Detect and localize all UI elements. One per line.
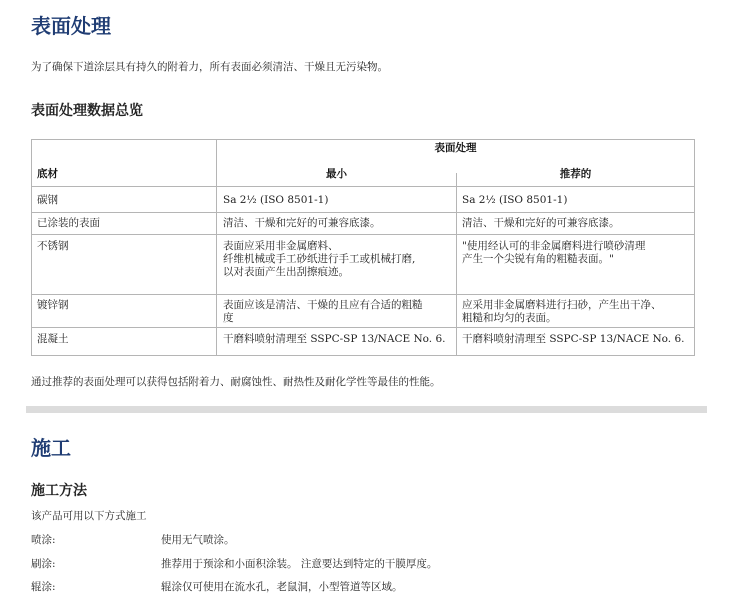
- method-value-brush: 推荐用于预涂和小面积涂装。 注意要达到特定的干膜厚度。: [161, 558, 438, 570]
- table-cell-recommended: [462, 240, 645, 266]
- table-row-divider: [32, 294, 694, 295]
- table-cell-substrate: 碳钢: [37, 194, 58, 206]
- cell-line: 表面应该是清洁、干燥的且应有合适的粗糙: [223, 299, 423, 311]
- surface-prep-table: [31, 139, 695, 356]
- table-cell-minimum: Sa 2½ (ISO 8501-1): [223, 194, 329, 206]
- table-cell-recommended: 干磨料喷射清理至 SSPC-SP 13/NACE No. 6.: [462, 333, 685, 345]
- method-value-spray: 使用无气喷涂。: [161, 534, 235, 546]
- table-cell-substrate: 不锈钢: [37, 240, 69, 252]
- section-title-surface-prep: 表面处理: [31, 14, 111, 38]
- table-header-substrate: 底材: [37, 168, 58, 180]
- surface-prep-footer-note: 通过推荐的表面处理可以获得包括附着力、耐腐蚀性、耐热性及耐化学性等最佳的性能。: [31, 376, 441, 388]
- surface-prep-intro: 为了确保下道涂层具有持久的附着力，所有表面必须清洁、干燥且无污染物。: [31, 61, 388, 73]
- cell-line: "使用经认可的非金属磨料进行喷砂清理: [462, 240, 646, 252]
- table-cell-substrate: 镀锌钢: [37, 299, 69, 311]
- application-methods-title: 施工方法: [31, 483, 87, 499]
- cell-line: 应采用非金属磨料进行扫砂，产生出干净、: [462, 299, 662, 311]
- cell-line: 度: [223, 312, 234, 324]
- method-label-roller: 辊涂:: [31, 581, 56, 593]
- table-cell-substrate: 已涂装的表面: [37, 217, 100, 229]
- section-title-application: 施工: [31, 436, 71, 460]
- table-cell-minimum: 清洁、干燥和完好的可兼容底漆。: [223, 217, 381, 229]
- table-cell-recommended: Sa 2½ (ISO 8501-1): [462, 194, 568, 206]
- table-cell-minimum: [223, 240, 415, 279]
- table-row-divider: [32, 212, 694, 213]
- cell-line: 产生一个尖锐有角的粗糙表面。": [462, 253, 614, 265]
- table-cell-recommended: [462, 299, 662, 325]
- table-cell-minimum: 干磨料喷射清理至 SSPC-SP 13/NACE No. 6.: [223, 333, 446, 345]
- table-header-recommended: 推荐的: [559, 168, 592, 180]
- table-cell-substrate: 混凝土: [37, 333, 69, 345]
- section-divider: [26, 406, 707, 413]
- table-cell-minimum: [223, 299, 423, 325]
- application-methods-intro: 该产品可用以下方式施工: [31, 510, 147, 522]
- method-label-spray: 喷涂:: [31, 534, 56, 546]
- cell-line: 表面应采用非金属磨料、: [223, 240, 339, 252]
- table-row-divider: [32, 327, 694, 328]
- cell-line: 粗糙和均匀的表面。: [462, 312, 557, 324]
- table-row-divider: [32, 234, 694, 235]
- method-label-brush: 刷涂:: [31, 558, 56, 570]
- cell-line: 以对表面产生出刮擦痕迹。: [223, 266, 349, 278]
- surface-prep-table-title: 表面处理数据总览: [31, 103, 143, 119]
- table-group-header: 表面处理: [434, 142, 477, 154]
- cell-line: 纤维机械或手工砂纸进行手工或机械打磨,: [223, 253, 416, 265]
- table-cell-recommended: 清洁、干燥和完好的可兼容底漆。: [462, 217, 620, 229]
- method-value-roller: 辊涂仅可使用在流水孔，老鼠洞，小型管道等区域。: [161, 581, 403, 593]
- table-header-minimum: 最小: [326, 168, 347, 180]
- table-header-bottom: [32, 186, 694, 187]
- table-col-divider-2: [456, 173, 457, 356]
